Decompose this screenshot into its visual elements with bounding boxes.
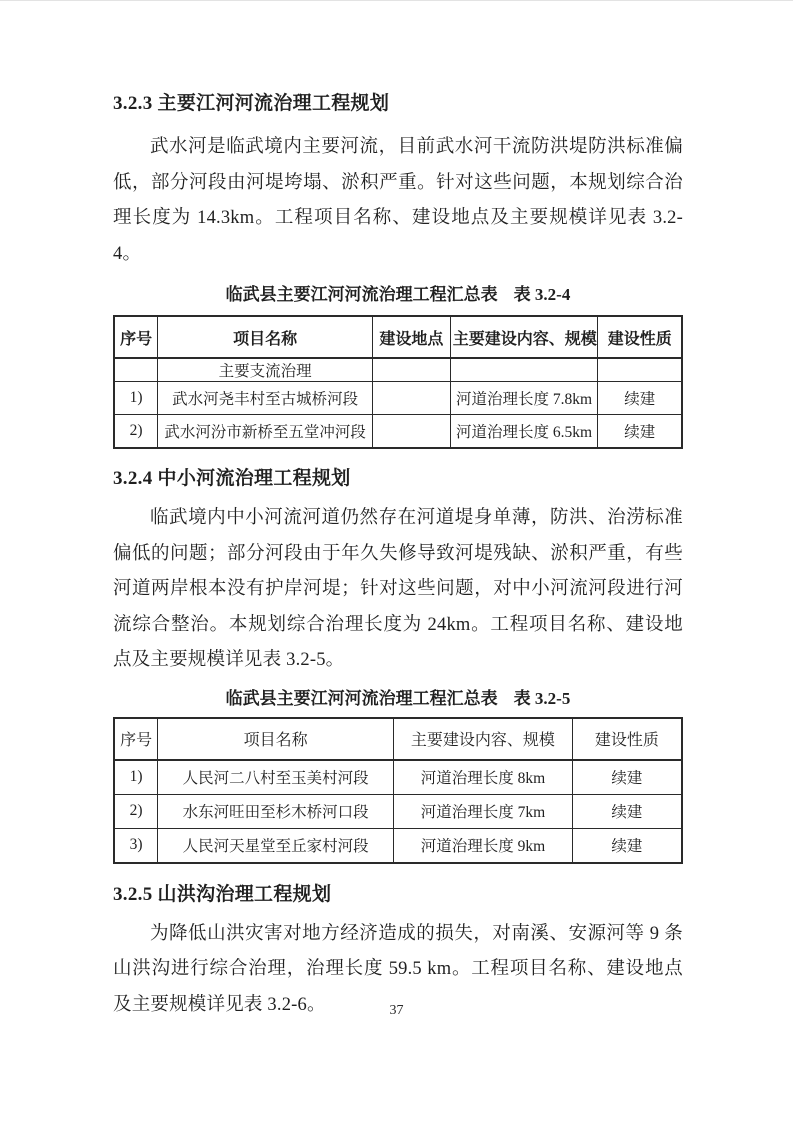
table-caption-label: 表 3.2-4 [513, 285, 571, 304]
table-title-text: 临武县主要江河河流治理工程汇总表 [225, 688, 498, 708]
table-cell [372, 415, 450, 449]
table-3-2-4 [113, 315, 683, 449]
paragraph-3-2-5: 为降低山洪灾害对地方经济造成的损失，对南溪、安源河等 9 条山洪沟进行综合治理，治理长度 59.5 km。工程项目名称、建设地点及主要规模详见表 3.2-6。 [113, 923, 683, 1015]
table-cell: 续建 [572, 760, 682, 795]
table-caption-label: 表 3.2-5 [513, 688, 571, 708]
table-cell: 武水河汾市新桥至五堂冲河段 [158, 415, 373, 449]
table-row [114, 382, 682, 415]
table-title-text: 临武县主要江河河流治理工程汇总表 [225, 285, 498, 304]
table-header-row [114, 718, 682, 760]
table-cell: 武水河尧丰村至古城桥河段 [158, 382, 373, 415]
column-header-seq: 序号 [114, 316, 158, 358]
table-header-row [114, 316, 682, 358]
table-cell: 河道治理长度 7km [393, 794, 572, 828]
table-cell [598, 358, 682, 382]
page-content [113, 0, 683, 1023]
column-header-project: 项目名称 [158, 718, 394, 760]
table-row [114, 358, 682, 382]
section-heading-3-2-5: 3.2.5 山洪沟治理工程规划 [113, 883, 332, 905]
table-cell [450, 358, 598, 382]
table-cell: 人民河天星堂至丘家村河段 [158, 828, 394, 863]
paragraph-3-2-3: 武水河是临武境内主要河流，目前武水河干流防洪堤防洪标准偏低，部分河段由河堤垮塌、淤积严重。针对这些问题，本规划综合治理长度为 14.3km。工程项目名称、建设地点及主要规模详见表 3.2-4。 [113, 137, 683, 264]
column-header-location: 建设地点 [372, 316, 450, 358]
column-header-project: 项目名称 [158, 316, 373, 358]
table-cell: 续建 [598, 415, 682, 449]
table-cell: 2) [114, 415, 158, 449]
table-cell: 河道治理长度 8km [393, 760, 572, 795]
table-cell: 2) [114, 794, 158, 828]
table-row [114, 760, 682, 795]
table-cell: 河道治理长度 6.5km [450, 415, 598, 449]
table-cell: 河道治理长度 9km [393, 828, 572, 863]
table-cell: 3) [114, 828, 158, 863]
table-row [114, 828, 682, 863]
table-cell: 水东河旺田至杉木桥河口段 [158, 794, 394, 828]
table-cell [372, 358, 450, 382]
column-header-scope: 主要建设内容、规模 [450, 316, 598, 358]
table-cell: 1) [114, 382, 158, 415]
table-cell: 主要支流治理 [158, 358, 373, 382]
table-cell: 续建 [572, 794, 682, 828]
table-3-2-5-title [113, 688, 683, 710]
table-cell: 续建 [572, 828, 682, 863]
table-cell: 人民河二八村至玉美村河段 [158, 760, 394, 795]
paragraph-3-2-4: 临武境内中小河流河道仍然存在河道堤身单薄，防洪、治涝标准偏低的问题；部分河段由于年久失修导致河堤残缺、淤积严重，有些河道两岸根本没有护岸河堤；针对这些问题，对中小河流河段进行河流综合整治。本规划综合治理长度为 24km。工程项目名称、建设地点及主要规模详见表 3.2-5。 [113, 508, 683, 670]
table-3-2-5 [113, 717, 683, 864]
table-cell: 河道治理长度 7.8km [450, 382, 598, 415]
page-number: 37 [389, 1003, 404, 1018]
section-heading-3-2-3: 3.2.3 主要江河河流治理工程规划 [113, 93, 390, 114]
table-3-2-4-title [113, 284, 683, 306]
table-row [114, 794, 682, 828]
column-header-nature: 建设性质 [598, 316, 682, 358]
table-cell: 1) [114, 760, 158, 795]
section-heading-3-2-4: 3.2.4 中小河流治理工程规划 [113, 468, 351, 489]
table-row [114, 415, 682, 449]
column-header-scope: 主要建设内容、规模 [393, 718, 572, 760]
column-header-nature: 建设性质 [572, 718, 682, 760]
table-cell: 续建 [598, 382, 682, 415]
table-cell [114, 358, 158, 382]
table-cell [372, 382, 450, 415]
column-header-seq: 序号 [114, 718, 158, 760]
